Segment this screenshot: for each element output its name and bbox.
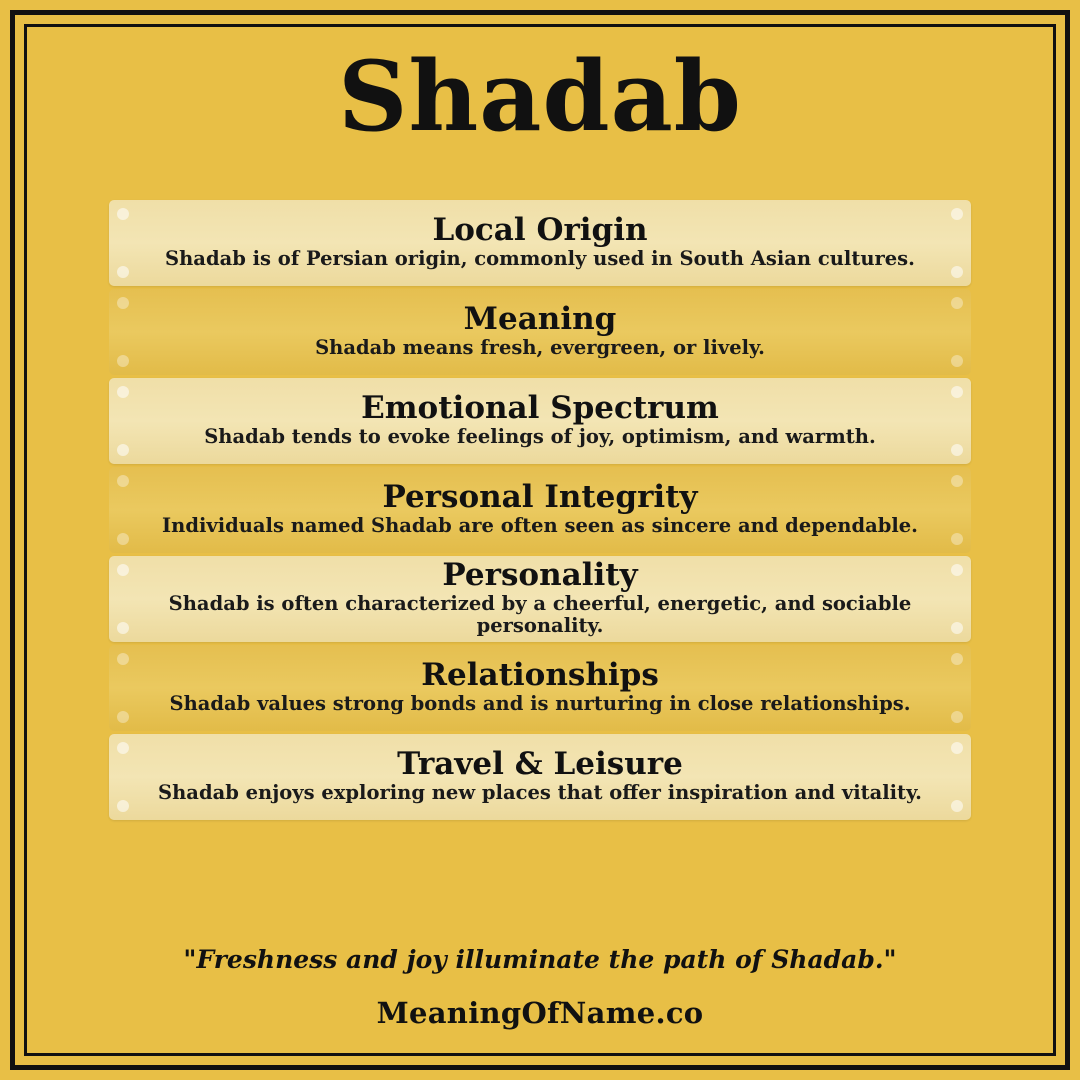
corner-dot-icon [117, 355, 129, 367]
quote-close-mark: " [883, 945, 897, 974]
corner-dot-icon [117, 266, 129, 278]
section-title: Personality [442, 556, 638, 593]
corner-dot-icon [951, 475, 963, 487]
quote-open-mark: " [183, 945, 197, 974]
corner-dot-icon [117, 444, 129, 456]
corner-dot-icon [951, 386, 963, 398]
corner-dot-icon [951, 564, 963, 576]
corner-dot-icon [951, 355, 963, 367]
corner-dot-icon [117, 564, 129, 576]
section-personal-integrity [109, 467, 971, 553]
sections-list [109, 200, 971, 820]
corner-dot-icon [951, 622, 963, 634]
section-title: Local Origin [432, 211, 648, 248]
section-description: Shadab is of Persian origin, commonly used in South Asian cultures. [165, 246, 915, 270]
corner-dot-icon [117, 386, 129, 398]
corner-dot-icon [951, 444, 963, 456]
section-local-origin [109, 200, 971, 286]
section-description: Shadab enjoys exploring new places that offer inspiration and vitality. [158, 780, 922, 804]
section-description: Individuals named Shadab are often seen as sincere and dependable. [162, 513, 918, 537]
corner-dot-icon [117, 742, 129, 754]
corner-dot-icon [951, 742, 963, 754]
section-description: Shadab means fresh, evergreen, or lively. [315, 335, 765, 359]
card-footer [30, 945, 1050, 1030]
corner-dot-icon [951, 297, 963, 309]
quote-text: Freshness and joy illuminate the path of Shadab. [196, 945, 884, 974]
section-title: Emotional Spectrum [361, 389, 719, 426]
brand-name: MeaningOfName.co [376, 996, 704, 1030]
section-title: Meaning [463, 300, 617, 337]
section-relationships [109, 645, 971, 731]
section-description: Shadab tends to evoke feelings of joy, optimism, and warmth. [204, 424, 876, 448]
section-title: Relationships [421, 656, 659, 693]
section-emotional-spectrum [109, 378, 971, 464]
section-meaning [109, 289, 971, 375]
corner-dot-icon [951, 266, 963, 278]
corner-dot-icon [117, 475, 129, 487]
page-title: Shadab [338, 40, 742, 153]
section-personality [109, 556, 971, 642]
section-description: Shadab values strong bonds and is nurturing in close relationships. [169, 691, 911, 715]
corner-dot-icon [951, 800, 963, 812]
corner-dot-icon [117, 297, 129, 309]
section-travel-and-leisure [109, 734, 971, 820]
corner-dot-icon [951, 653, 963, 665]
corner-dot-icon [117, 622, 129, 634]
corner-dot-icon [117, 533, 129, 545]
quote-line [183, 945, 896, 974]
section-title: Personal Integrity [382, 478, 698, 515]
corner-dot-icon [117, 711, 129, 723]
section-description: Shadab is often characterized by a cheerful, energetic, and sociable personality. [168, 591, 912, 638]
corner-dot-icon [117, 653, 129, 665]
card-content [30, 30, 1050, 1050]
corner-dot-icon [117, 208, 129, 220]
section-title: Travel & Leisure [397, 745, 683, 782]
corner-dot-icon [951, 533, 963, 545]
corner-dot-icon [951, 711, 963, 723]
corner-dot-icon [951, 208, 963, 220]
corner-dot-icon [117, 800, 129, 812]
